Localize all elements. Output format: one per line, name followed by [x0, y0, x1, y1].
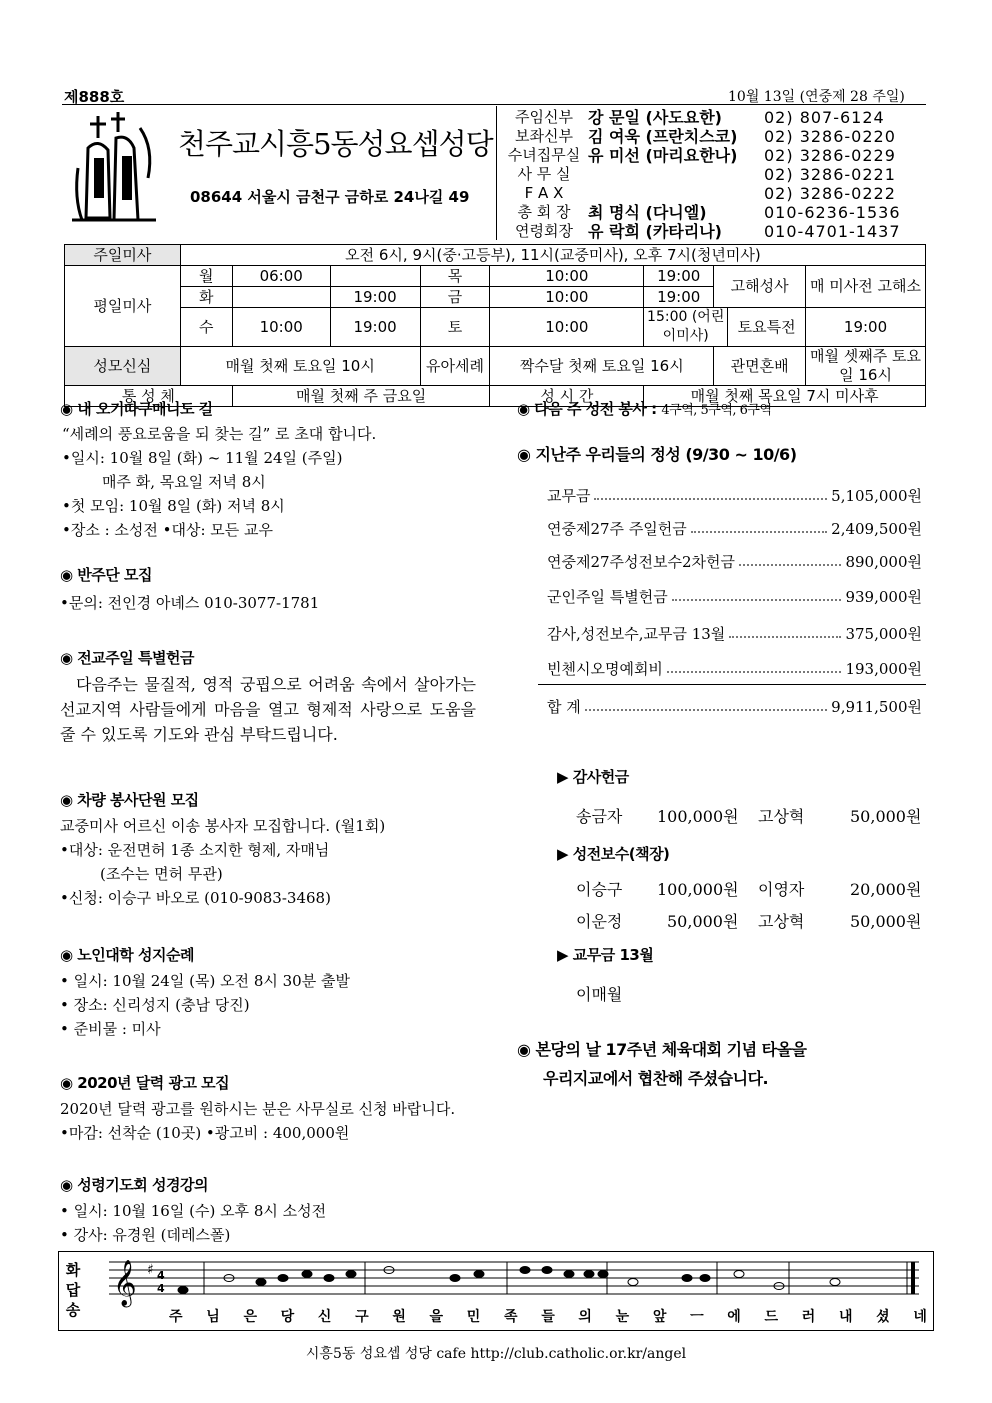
section-text: 2020년 달력 광고를 원하시는 분은 사무실로 신청 바랍니다. •마감: 선착순 (10곳) •광고비 : 400,000원 — [60, 1100, 456, 1142]
staff-directory — [500, 108, 924, 241]
holy-communion-label: 통 성 체 — [65, 386, 233, 407]
section-title: ◉ 노인대학 성지순례 — [60, 946, 194, 964]
time-cell: 19:00 — [330, 308, 420, 347]
section-title: ◉ 내 오기따구매니도 길 — [60, 400, 213, 418]
offering-row: 빈첸시오명예회비 193,000원 — [547, 660, 922, 678]
day-fri: 금 — [420, 287, 490, 308]
section-text: 교중미사 어르신 이송 봉사자 모집합니다. (월1회) •대상: 운전면허 1종 소지한 형제, 자매님 (조수는 면허 무관) •신청: 이승구 바오로 (010-9083-3468) — [60, 817, 386, 907]
section-text: •문의: 전인경 아녜스 010-3077-1781 — [60, 594, 320, 612]
time-cell: 10:00 — [232, 308, 330, 347]
marian-label: 성모신심 — [65, 347, 181, 386]
confession-label: 고해성사 — [714, 266, 806, 308]
svg-text:♯: ♯ — [147, 1262, 154, 1278]
church-name: 천주교시흥5동성요셉성당 — [178, 127, 493, 161]
saturday-special-time: 19:00 — [806, 308, 926, 347]
staff-row: F A X 02) 3286-0222 — [524, 184, 896, 203]
time-cell: 19:00 — [644, 287, 714, 308]
day-sat: 토 — [420, 308, 490, 347]
donor-amount: 50,000원 — [850, 912, 922, 931]
staff-row: 사 무 실 02) 3286-0221 — [517, 165, 896, 184]
sacrament-value: 매월 셋째주 토요일 16시 — [806, 347, 926, 386]
section-text: “세례의 풍요로움을 되 찾는 길” 로 초대 합니다. •일시: 10월 8일 (화) ~ 11월 24일 (주일) 매주 화, 목요일 저녁 8시 •첫 모임: 10월 8일 (화) 저녁 8시 •장소 : 소성전 •대상: 모든 교우 — [62, 425, 377, 539]
donor-amount: 50,000원 — [850, 807, 922, 826]
offering-row: 연중제27주성전보수2차헌금 890,000원 — [547, 553, 922, 571]
psalm-response-score — [58, 1251, 934, 1331]
holy-communion-value: 매월 첫째 주 금요일 — [232, 386, 490, 407]
service-title: ◉ 다음 주 성전 봉사 : 4구역, 5구역, 6구역 — [517, 400, 772, 418]
offering-row: 군인주일 특별헌금 939,000원 — [547, 588, 922, 606]
svg-text:4: 4 — [157, 1269, 165, 1282]
day-wed: 수 — [180, 308, 232, 347]
svg-text:4: 4 — [157, 1282, 165, 1295]
section-title: ◉ 차량 봉사단원 모집 — [60, 791, 199, 809]
infant-baptism-value: 짝수달 첫째 토요일 16시 — [490, 347, 714, 386]
section-text: • 일시: 10월 24일 (목) 오전 8시 30분 출발 • 장소: 신리성지 (충남 당진) • 준비물 : 미사 — [60, 972, 350, 1038]
offering-row: 연중제27주 주일헌금 2,409,500원 — [547, 520, 922, 538]
section-title: ◉ 2020년 달력 광고 모집 — [60, 1074, 230, 1092]
infant-baptism-label: 유아세례 — [420, 347, 490, 386]
day-mon: 월 — [180, 266, 232, 287]
footer-cafe-link[interactable]: 시흥5동 성요셉 성당 cafe http://club.catholic.or.kr/angel — [305, 1346, 687, 1362]
section-title: ◉ 반주단 모집 — [60, 566, 152, 584]
donor-name: 고상혁 — [758, 912, 805, 931]
notice-line: 우리지교에서 협찬해 주셨습니다. — [543, 1069, 769, 1088]
time-cell: 19:00 — [644, 266, 714, 287]
day-tue: 화 — [180, 287, 232, 308]
staff-row: 총 회 장 최 명식 (다니엘) 010-6236-1536 — [517, 203, 901, 222]
time-cell: 10:00 — [490, 308, 644, 347]
church-logo-icon — [68, 108, 160, 228]
sacrament-label: 관면혼배 — [714, 347, 806, 386]
section-title: ◉ 성령기도회 성경강의 — [60, 1176, 208, 1194]
section-paragraph: 다음주는 물질적, 영적 궁핍으로 어려움 속에서 살아가는 선교지역 사람들에게 마음을 열고 형제적 사랑으로 도움을 줄 수 있도록 기도와 관심 부탁드립니다. — [60, 675, 476, 744]
staff-row: 연령회장 유 락희 (카타리나) 010-4701-1437 — [515, 222, 901, 241]
donor-name: 이영자 — [758, 880, 805, 899]
section-title: ◉ 전교주일 특별헌금 — [60, 649, 194, 667]
donor-name: 고상혁 — [758, 807, 805, 826]
music-staff-icon — [89, 1252, 929, 1308]
donor-amount: 50,000원 — [667, 912, 739, 931]
offering-row: 교무금 5,105,000원 — [547, 487, 922, 505]
donor-amount: 20,000원 — [850, 880, 922, 899]
time-cell: 15:00 (어린이미사) — [644, 308, 728, 347]
time-cell: 06:00 — [232, 266, 330, 287]
church-address: 08644 서울시 금천구 금하로 24나길 49 — [190, 188, 470, 206]
donor-amount: 100,000원 — [657, 807, 739, 826]
psalm-label: 화답송 — [65, 1261, 81, 1319]
lyrics-line: 주 님 은 당 신 구 원 을 민 족 들 의 눈 앞 ㅡ 에 드 러 내 셨 네 — [169, 1309, 929, 1325]
day-thu: 목 — [420, 266, 490, 287]
mass-schedule-table — [64, 244, 926, 407]
sunday-mass-times: 오전 6시, 9시(중·고등부), 11시(교중미사), 오후 7시(청년미사) — [180, 245, 925, 266]
marian-value: 매월 첫째 토요일 10시 — [180, 347, 420, 386]
svg-text:𝄞: 𝄞 — [113, 1260, 137, 1306]
staff-row: 주임신부 강 문일 (사도요한) 02) 807-6124 — [515, 108, 885, 127]
issue-date: 10월 13일 (연중제 28 주일) — [728, 89, 905, 105]
time-cell: 10:00 — [490, 266, 644, 287]
notice-line: ◉ 본당의 날 17주년 체육대회 기념 타올을 — [517, 1040, 807, 1059]
offering-row: 감사,성전보수,교무금 13월 375,000원 — [547, 625, 922, 643]
repair-title: ▶ 성전보수(책장) — [557, 845, 670, 863]
section-text: • 일시: 10월 16일 (수) 오후 8시 소성전 • 강사: 유경원 (데레스폴) — [60, 1202, 327, 1244]
offering-total-row: 합 계 9,911,500원 — [547, 698, 922, 716]
donor-amount: 100,000원 — [657, 880, 739, 899]
staff-row: 수녀집무실 유 미선 (마리요한나) 02) 3286-0229 — [507, 146, 896, 165]
time-cell: 10:00 — [490, 287, 644, 308]
weekday-mass-label: 평일미사 — [65, 266, 181, 347]
time-cell — [330, 266, 420, 287]
donor-name: 이매월 — [576, 985, 623, 1004]
sunday-mass-label: 주일미사 — [65, 245, 181, 266]
donor-name: 이운정 — [576, 912, 623, 931]
holy-hour-label: 성 시 간 — [490, 386, 644, 407]
offering-title: ◉ 지난주 우리들의 정성 (9/30 ~ 10/6) — [517, 445, 797, 464]
issue-number: 제888호 — [64, 88, 125, 106]
donor-name: 송금자 — [576, 807, 623, 826]
holy-hour-value: 매월 첫째 목요일 7시 미사후 — [644, 386, 926, 407]
thanks-title: ▶ 감사헌금 — [557, 768, 629, 786]
staff-row: 보좌신부 김 여욱 (프란치스코) 02) 3286-0220 — [515, 127, 896, 146]
donor-name: 이승구 — [576, 880, 623, 899]
confession-value: 매 미사전 고해소 — [806, 266, 926, 308]
saturday-special-label: 토요특전 — [728, 308, 806, 347]
dues-title: ▶ 교무금 13월 — [557, 946, 654, 964]
time-cell — [232, 287, 330, 308]
time-cell: 19:00 — [330, 287, 420, 308]
